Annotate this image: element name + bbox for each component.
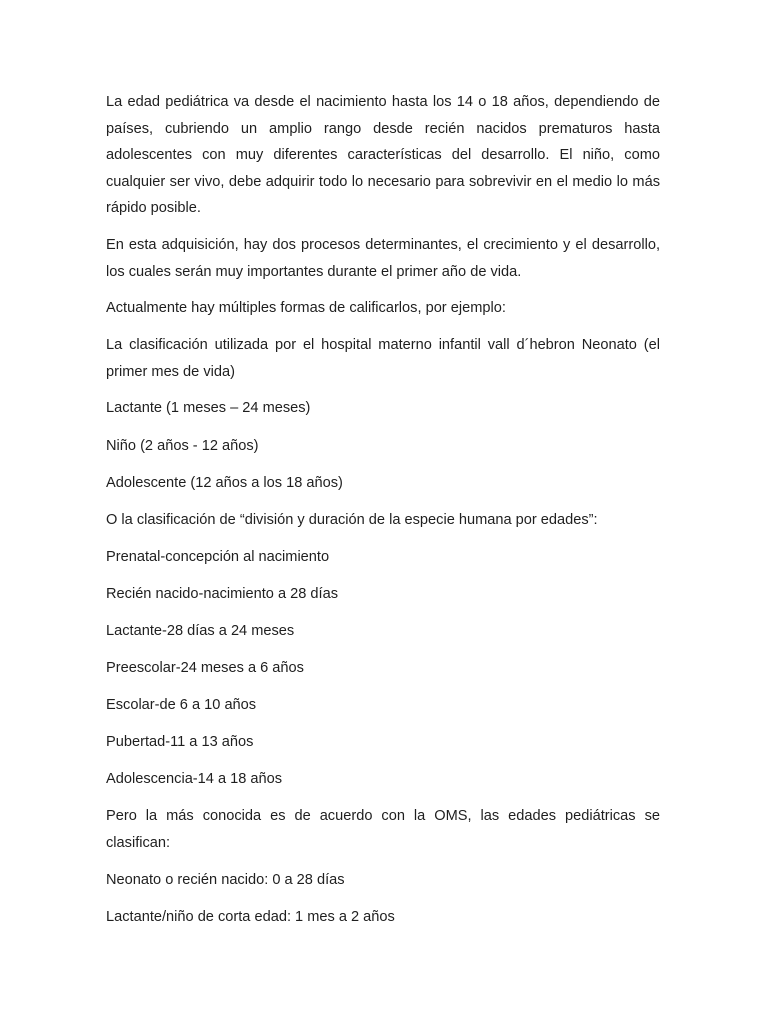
list-item-neonato: Neonato o recién nacido: 0 a 28 días [106,871,345,888]
list-item-pubertad: Pubertad-11 a 13 años [106,734,254,751]
list-item-nino: Niño (2 años - 12 años) [106,437,259,454]
list-item-adolescencia: Adolescencia-14 a 18 años [106,771,283,788]
list-item-prenatal: Prenatal-concepción al nacimiento [106,548,330,565]
list-item-escolar: Escolar-de 6 a 10 años [106,697,257,714]
paragraph-hospital-classification: La clasificación utilizada por el hospital materno infantil vall d´hebron Neonato (el primer mes de vida) [106,337,660,380]
list-item-lactante-28: Lactante-28 días a 24 meses [106,623,295,639]
list-item-lactante: Lactante (1 meses – 24 meses) [106,400,311,417]
paragraph-intro: La edad pediátrica va desde el nacimiento hasta los 14 o 18 años, dependiendo de países, cubriendo un amplio rango desde recién nacidos prematuros hasta adolescentes con muy diferentes características del desarrollo. El niño, como cualquier ser vivo, debe adquirir todo lo necesario para sobrevivir en el medio lo más rápido posible. [106,94,660,217]
list-item-lactante-nino: Lactante/niño de corta edad: 1 mes a 2 años [106,908,395,925]
paragraph-oms-classification: Pero la más conocida es de acuerdo con la OMS, las edades pediátricas se clasifican: [106,808,660,852]
list-item-adolescente: Adolescente (12 años a los 18 años) [106,474,343,491]
document-page [106,89,660,941]
list-item-recien-nacido: Recién nacido-nacimiento a 28 días [106,585,339,602]
paragraph-classification-intro: Actualmente hay múltiples formas de calificarlos, por ejemplo: [106,300,506,317]
list-item-preescolar: Preescolar-24 meses a 6 años [106,660,304,677]
paragraph-species-classification: O la clasificación de “división y duración de la especie humana por edades”: [106,511,598,528]
paragraph-processes: En esta adquisición, hay dos procesos determinantes, el crecimiento y el desarrollo, los cuales serán muy importantes durante el primer año de vida. [106,236,660,280]
